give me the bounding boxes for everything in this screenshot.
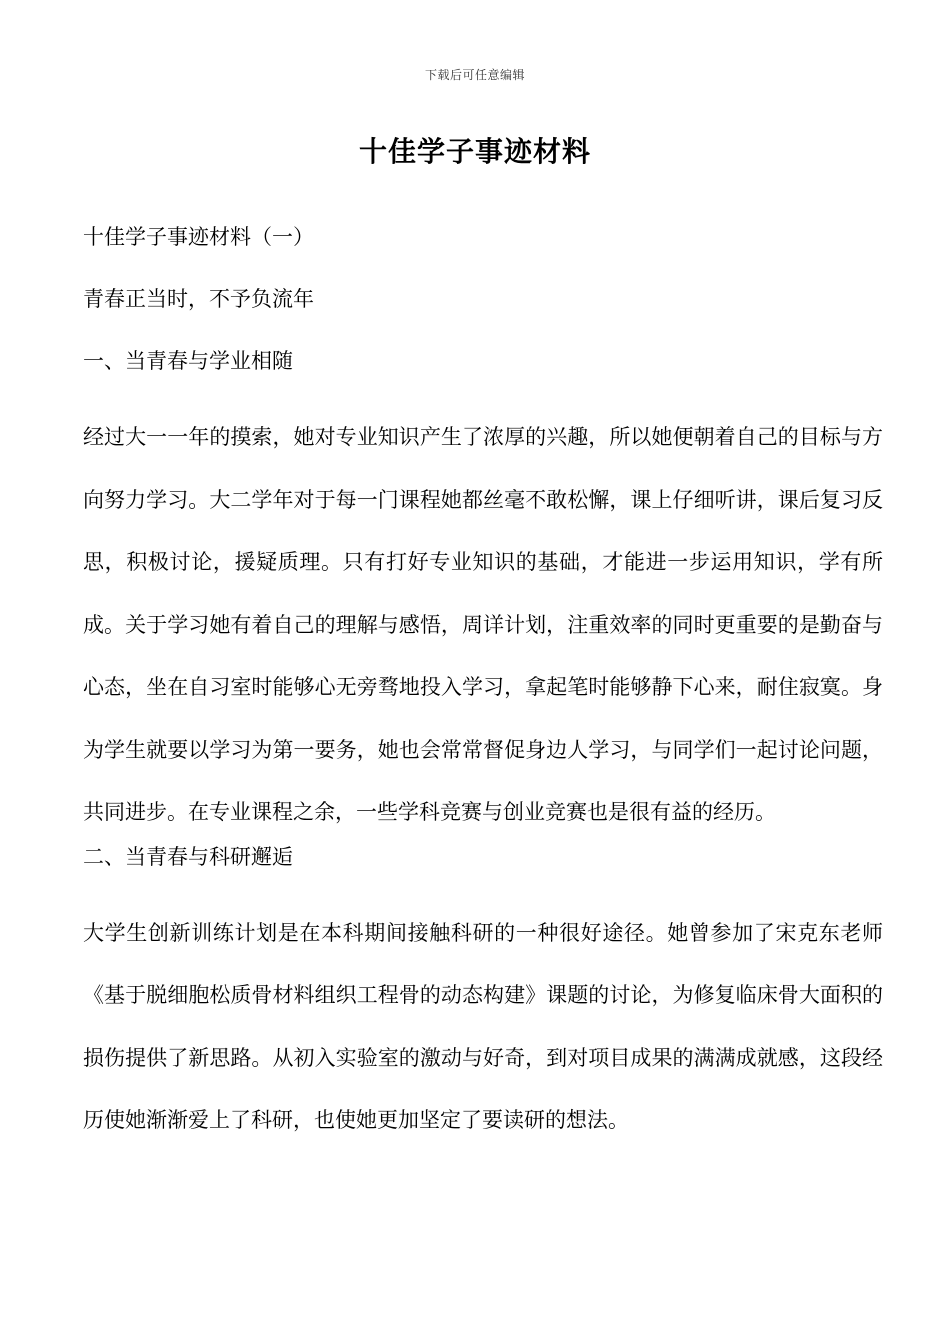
document-body	[83, 220, 883, 1152]
section-2-paragraph: 大学生创新训练计划是在本科期间接触科研的一种很好途径。她曾参加了宋克东老师《基于脱细胞松质骨材料组织工程骨的动态构建》课题的讨论，为修复临床骨大面积的损伤提供了新思路。从初入实验室的激动与好奇，到对项目成果的满满成就感，这段经历使她渐渐爱上了科研，也使她更加坚定了要读研的想法。	[83, 920, 883, 1132]
document-title: 十佳学子事迹材料	[358, 135, 591, 168]
section-2-heading: 二、当青春与科研邂逅	[83, 844, 293, 869]
subtitle: 十佳学子事迹材料（一）	[83, 225, 314, 249]
section-1-paragraph: 经过大一一年的摸索，她对专业知识产生了浓厚的兴趣，所以她便朝着自己的目标与方向努力学习。大二学年对于每一门课程她都丝毫不敢松懈，课上仔细听讲，课后复习反思，积极讨论，援疑质理。只有打好专业知识的基础，才能进一步运用知识，学有所成。关于学习她有着自己的理解与感悟，周详计划，注重效率的同时更重要的是勤奋与心态，坐在自习室时能够心无旁骛地投入学习，拿起笔时能够静下心来，耐住寂寞。身为学生就要以学习为第一要务，她也会常常督促身边人学习，与同学们一起讨论问题，共同进步。在专业课程之余，一些学科竞赛与创业竞赛也是很有益的经历。	[83, 425, 883, 824]
motto: 青春正当时，不予负流年	[83, 287, 314, 311]
page-header: 下载后可任意编辑	[424, 68, 525, 82]
section-1-heading: 一、当青春与学业相随	[83, 349, 293, 373]
